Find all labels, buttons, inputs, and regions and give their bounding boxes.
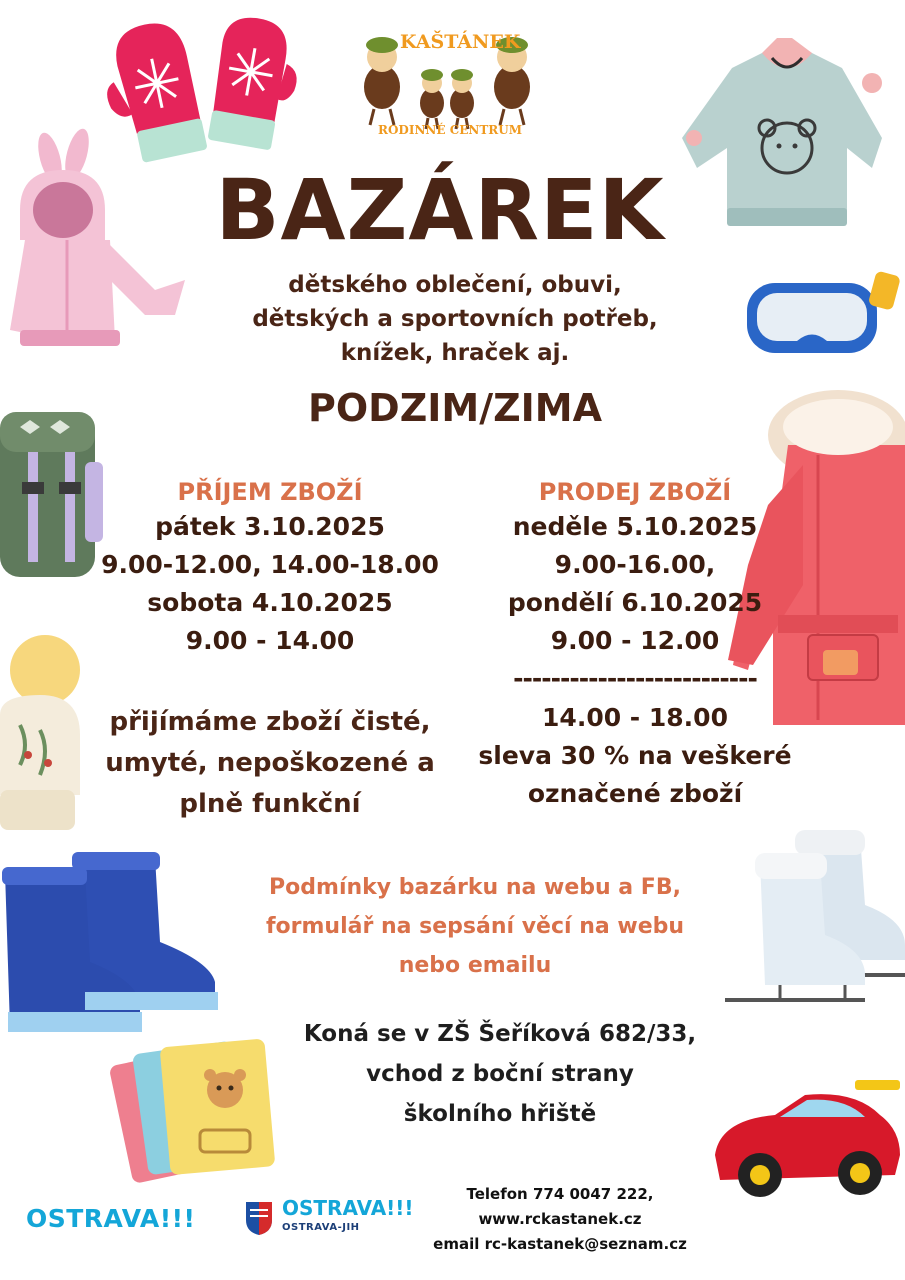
conditions-line: přijímáme zboží čisté, (109, 707, 431, 737)
knit-hat-icon (0, 635, 80, 835)
sale-line: pondělí 6.10.2025 (507, 588, 763, 617)
books-icon (115, 1035, 290, 1180)
sweater-icon (672, 28, 897, 238)
pink-jacket-icon (5, 130, 190, 355)
intake-line: pátek 3.10.2025 (155, 512, 385, 541)
conditions-line: plně funkční (179, 789, 361, 819)
discount-line: sleva 30 % na veškeré (478, 741, 792, 770)
sale-section (460, 478, 810, 813)
sale-heading: PRODEJ ZBOŽÍ (538, 478, 732, 506)
logo-bottom-text: RODINNÉ CENTRUM (378, 123, 523, 137)
conditions (70, 702, 470, 825)
ostrava-jih-logo: OSTRAVA!!! (282, 1196, 414, 1220)
intake-line: sobota 4.10.2025 (147, 588, 393, 617)
kastanek-logo (352, 25, 542, 143)
contact-info (405, 1182, 715, 1257)
ski-goggles-icon (742, 268, 902, 368)
conditions-line: umyté, nepoškozené a (105, 748, 435, 778)
contact-website[interactable]: www.rckastanek.cz (478, 1210, 642, 1228)
logo-top-text: KAŠTÁNEK (400, 31, 521, 53)
venue (265, 1014, 735, 1134)
contact-email[interactable]: email rc-kastanek@seznam.cz (433, 1235, 687, 1253)
discount-line: 14.00 - 18.00 (542, 703, 728, 732)
venue-line: Koná se v ZŠ Šeříková 682/33, (303, 1021, 697, 1047)
note-line: nebo emailu (398, 953, 552, 978)
ostrava-jih-crest-icon (244, 1200, 274, 1236)
intake-line: 9.00 - 14.00 (185, 626, 355, 655)
sale-line: neděle 5.10.2025 (512, 512, 758, 541)
venue-line: vchod z boční strany (366, 1061, 634, 1087)
season-heading: PODZIM/ZIMA (308, 386, 602, 430)
sale-line: 9.00 - 12.00 (550, 626, 720, 655)
snow-boots-icon (0, 852, 225, 1037)
note-line: Podmínky bazárku na webu a FB, (269, 875, 681, 900)
contact-phone: Telefon 774 0047 222, (466, 1185, 654, 1203)
rules-note (240, 868, 710, 985)
sale-divider: -------------------------- (513, 664, 757, 693)
subtitle-line: dětského oblečení, obuvi, (288, 272, 622, 298)
ostrava-jih-subtitle: OSTRAVA-JIH (282, 1222, 360, 1233)
discount-line: označené zboží (527, 779, 743, 808)
intake-section (80, 478, 460, 660)
note-line: formulář na sepsání věcí na webu (265, 914, 685, 939)
subtitle (195, 268, 715, 370)
intake-heading: PŘÍJEM ZBOŽÍ (177, 478, 363, 506)
ice-skates-icon (720, 825, 905, 1015)
venue-line: školního hřiště (403, 1101, 597, 1127)
toy-car-icon (705, 1075, 905, 1205)
page-title: BAZÁREK (215, 161, 665, 259)
subtitle-line: knížek, hraček aj. (340, 340, 570, 366)
intake-line: 9.00-12.00, 14.00-18.00 (101, 550, 439, 579)
subtitle-line: dětských a sportovních potřeb, (252, 306, 658, 332)
ostrava-logo: OSTRAVA!!! (26, 1204, 196, 1233)
sale-line: 9.00-16.00, (554, 550, 716, 579)
